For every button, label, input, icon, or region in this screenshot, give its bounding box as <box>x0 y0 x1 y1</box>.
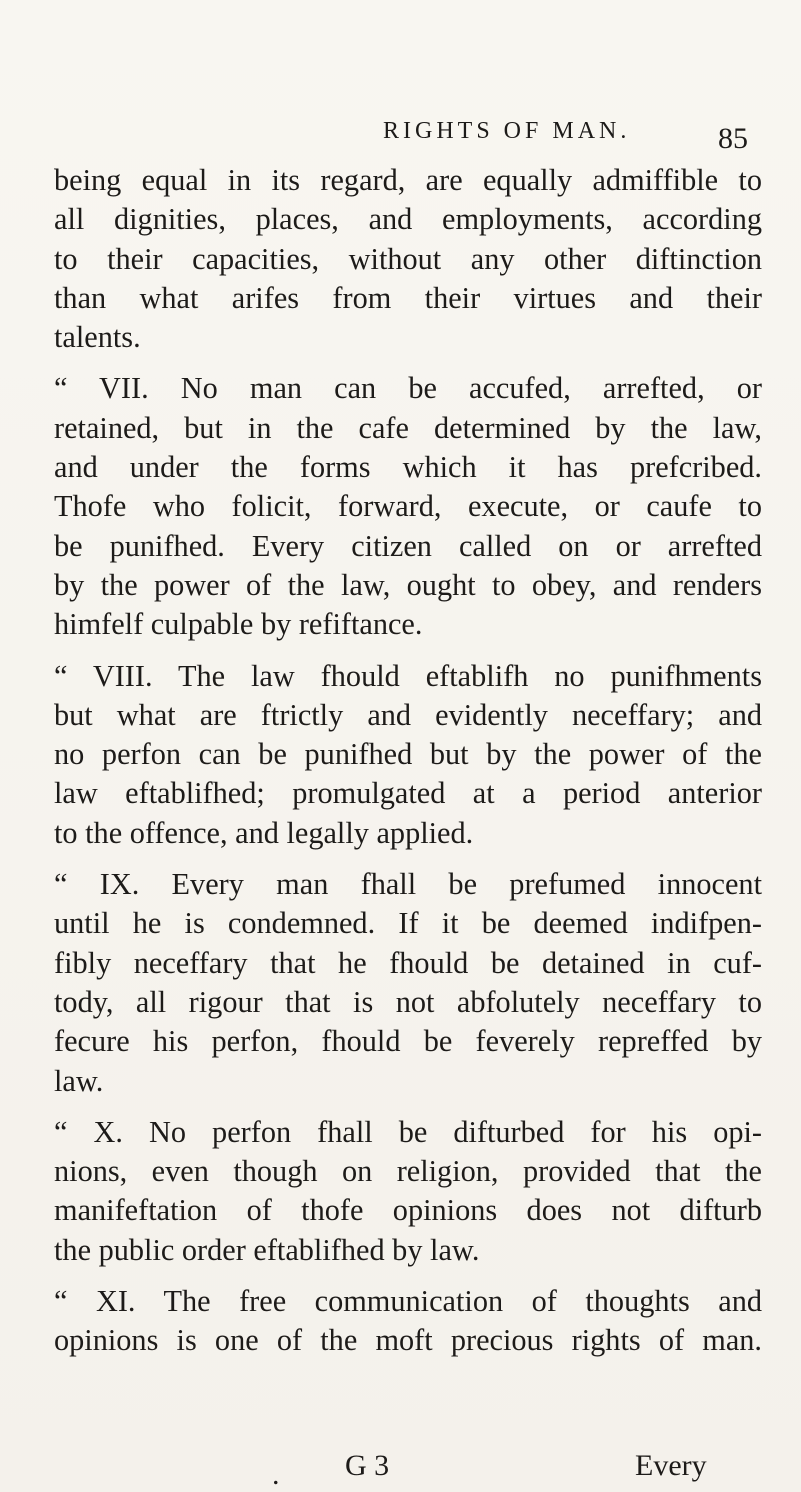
text-line-7: retained, but in the cafe determined by the law, <box>54 410 762 445</box>
text-line-22: fecure his perfon, fhould be feverely repreffed by <box>54 1024 762 1059</box>
text-line-28: “ XI. The free communication of thoughts and <box>54 1284 762 1319</box>
signature-mark: G 3 <box>345 1449 390 1482</box>
body-text <box>54 161 762 1361</box>
text-line-24: “ X. No perfon fhall be difturbed for his opi- <box>54 1114 762 1149</box>
text-line-12: himfelf culpable by refiftance. <box>54 607 423 642</box>
text-line-3: to their capacities, without any other diftinction <box>54 241 762 276</box>
paragraph-gap <box>54 645 762 657</box>
text-line-29: opinions is one of the moft precious rights of man. <box>54 1323 762 1358</box>
text-line-26: manifeftation of thofe opinions does not difturb <box>54 1193 762 1228</box>
text-line-13: “ VIII. The law fhould eftablifh no punifhments <box>54 658 762 693</box>
page-header <box>0 118 801 162</box>
page-number: 85 <box>718 122 748 155</box>
text-line-8: and under the forms which it has prefcribed. <box>54 450 762 485</box>
text-line-11: by the power of the law, ought to obey, and renders <box>54 567 762 602</box>
text-line-10: be punifhed. Every citizen called on or arrefted <box>54 528 762 563</box>
text-line-16: law eftablifhed; promulgated at a period anterior <box>54 776 762 811</box>
text-line-1: being equal in its regard, are equally admiffible to <box>54 163 762 197</box>
text-line-20: fibly neceffary that he fhould be detained in cuf- <box>54 945 762 980</box>
paragraph-gap <box>54 357 762 369</box>
text-line-25: nions, even though on religion, provided that the <box>54 1154 762 1189</box>
text-line-4: than what arifes from their virtues and their <box>54 280 762 315</box>
text-line-23: law. <box>54 1063 104 1098</box>
text-line-2: all dignities, places, and employments, according <box>54 202 762 237</box>
paragraph-gap <box>54 853 762 865</box>
footer-mark: . <box>272 1458 280 1491</box>
page-footer <box>0 1449 801 1489</box>
paragraph-gap <box>54 1270 762 1282</box>
text-line-27: the public order eftablifhed by law. <box>54 1232 480 1267</box>
running-head: RIGHTS OF MAN. <box>383 118 631 144</box>
catchword: Every <box>635 1449 707 1482</box>
text-line-6: “ VII. No man can be accufed, arrefted, or <box>54 371 762 406</box>
text-line-18: “ IX. Every man fhall be prefumed innocent <box>54 867 762 902</box>
text-line-14: but what are ftrictly and evidently neceffary; and <box>54 697 762 732</box>
text-line-17: to the offence, and legally applied. <box>54 815 474 850</box>
text-line-5: talents. <box>54 320 141 355</box>
text-line-21: tody, all rigour that is not abfolutely neceffary to <box>54 984 762 1019</box>
text-line-19: until he is condemned. If it be deemed indifpen- <box>54 906 762 941</box>
text-line-15: no perfon can be punifhed but by the power of the <box>54 737 762 772</box>
text-line-9: Thofe who folicit, forward, execute, or caufe to <box>54 489 762 524</box>
paragraph-gap <box>54 1101 762 1113</box>
